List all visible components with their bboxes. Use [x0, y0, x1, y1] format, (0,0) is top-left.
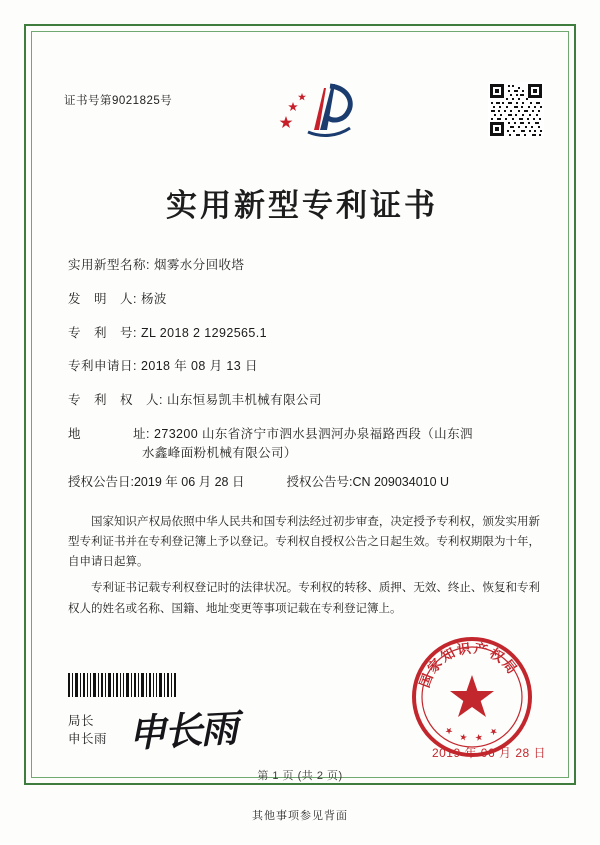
legal-paragraph-2: 专利证书记载专利权登记时的法律状况。专利权的转移、质押、无效、终止、恢复和专利权人的姓名或名称、国籍、地址变更等事项记载在专利登记簿上。	[68, 582, 540, 615]
legal-text	[56, 512, 548, 619]
field-utility-model-name	[68, 259, 548, 273]
address-line-1: 273200 山东省济宁市泗水县泗河办泉福路西段（山东泗	[153, 426, 473, 441]
grant-date-label: 授权公告日:	[68, 475, 134, 490]
field-patent-number	[68, 327, 548, 341]
official-red-seal-icon	[410, 635, 534, 759]
signature-name: 申长雨	[68, 732, 108, 747]
border-corner-top-left	[24, 24, 48, 48]
border-corner-top-right	[552, 24, 576, 48]
grant-date	[68, 476, 244, 490]
field-application-date	[68, 360, 548, 374]
grant-publication-number	[286, 476, 449, 490]
header-row	[56, 80, 548, 166]
svg-text:★ ★ ★ ★: ★ ★ ★ ★	[442, 724, 503, 745]
field-value: 山东恒易凯丰机械有限公司	[166, 393, 322, 407]
legal-paragraph-1: 国家知识产权局依照中华人民共和国专利法经过初步审查，决定授予专利权，颁发实用新型专利证书并在专利登记簿上予以登记。专利权自授权公告之日起生效。专利权期限为十年，自申请日起算。	[68, 516, 540, 569]
field-patentee	[68, 394, 548, 408]
address-label: 地 址:	[68, 426, 150, 441]
footer-note: 其他事项参见背面	[252, 810, 348, 822]
signature-block	[68, 712, 107, 750]
field-value: ZL 2018 2 1292565.1	[140, 325, 267, 340]
field-label: 发 明 人:	[68, 291, 137, 306]
page-title: 实用新型专利证书	[166, 188, 438, 224]
barcode	[68, 673, 176, 697]
grant-date-value: 2019 年 06 月 28 日	[133, 475, 245, 490]
handwritten-signature: 申长雨	[127, 705, 238, 756]
field-value: 2018 年 08 月 13 日	[140, 359, 258, 374]
field-inventor	[68, 293, 548, 307]
certificate-content	[56, 80, 548, 625]
field-label: 专 利 权 人:	[68, 393, 163, 407]
field-label: 专利申请日:	[68, 359, 137, 374]
grant-number-label: 授权公告号:	[286, 475, 353, 490]
grant-number-value: CN 209034010 U	[352, 475, 450, 490]
field-label: 实用新型名称:	[68, 258, 150, 272]
page-number: 第 1 页 (共 2 页)	[257, 770, 343, 782]
field-address	[68, 428, 548, 461]
field-label: 专 利 号:	[68, 325, 137, 340]
fields-list	[56, 259, 548, 490]
qr-code-icon	[488, 82, 544, 138]
seal-date: 2019 年 06 月 28 日	[431, 746, 546, 760]
field-value: 杨波	[140, 291, 167, 306]
cnipa-patent-logo-icon	[268, 80, 356, 150]
field-value: 烟雾水分回收塔	[153, 258, 245, 272]
certificate-number: 证书号第9021825号	[64, 95, 173, 107]
field-grant-row	[68, 476, 548, 490]
signature-title: 局长	[68, 713, 95, 728]
svg-text:国家知识产权局: 国家知识产权局	[416, 640, 522, 690]
address-line-2: 水鑫峰面粉机械有限公司）	[142, 445, 297, 460]
